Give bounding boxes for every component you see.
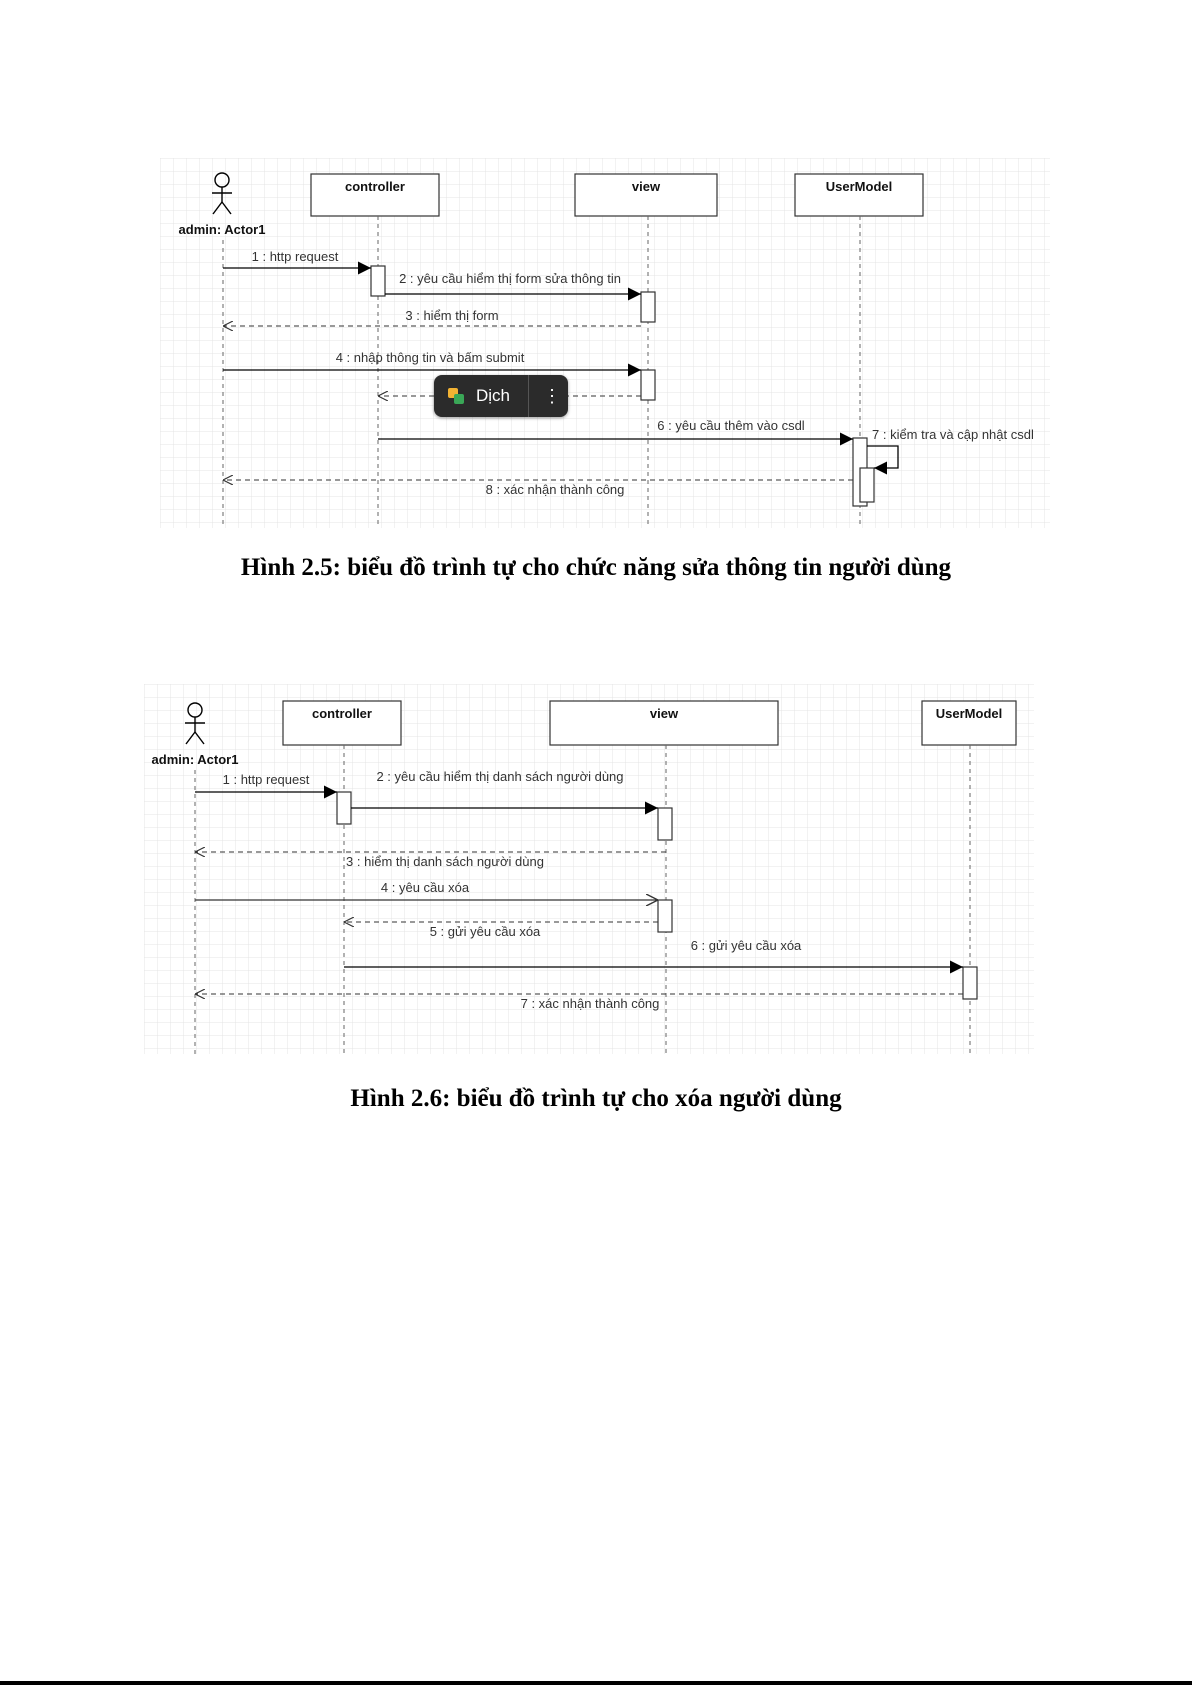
lifeline-label-controller: controller <box>345 179 405 194</box>
lifeline-label-view: view <box>631 179 661 194</box>
lifeline-label-usermodel: UserModel <box>935 706 1003 721</box>
popup-divider <box>528 375 529 417</box>
message-label: 6 : yêu cầu thêm vào csdl <box>657 418 805 433</box>
lifeline-label-usermodel: UserModel <box>825 179 893 194</box>
more-options-icon[interactable]: ⋮ <box>543 386 562 406</box>
message-label: 1 : http request <box>251 249 339 264</box>
translate-button[interactable]: Dịch <box>476 386 511 405</box>
message-label: 1 : http request <box>222 772 310 787</box>
translate-icon <box>448 388 464 404</box>
message-label: 3 : hiểm thị form <box>405 308 499 323</box>
sequence-diagram-edit-user <box>160 158 1050 528</box>
actor-label: admin: Actor1 <box>151 752 239 767</box>
page-bottom-edge <box>0 1681 1192 1685</box>
actor-label: admin: Actor1 <box>178 222 266 237</box>
figure-caption-2-6: Hình 2.6: biểu đồ trình tự cho xóa người dùng <box>350 1085 842 1112</box>
lifeline-label-view: view <box>649 706 679 721</box>
message-label: 4 : nhập thông tin và bấm submit <box>335 350 525 365</box>
message-label: 2 : yêu cầu hiểm thị form sửa thông tin <box>399 271 621 286</box>
figure-caption-2-5: Hình 2.5: biểu đồ trình tự cho chức năng sửa thông tin người dùng <box>240 554 952 581</box>
message-label: 3 : hiểm thị danh sách người dùng <box>346 854 544 869</box>
message-label: 7 : kiểm tra và cập nhật csdl <box>872 427 1034 442</box>
sequence-diagram-delete-user <box>144 684 1034 1054</box>
translate-popup[interactable] <box>434 375 568 417</box>
message-label: 4 : yêu cầu xóa <box>380 880 470 895</box>
lifeline-label-controller: controller <box>312 706 372 721</box>
message-label: 7 : xác nhận thành công <box>520 996 660 1011</box>
message-label: 2 : yêu cầu hiểm thị danh sách người dùng <box>376 769 624 784</box>
message-label: 5 : gửi yêu cầu xóa <box>429 924 541 939</box>
message-label: 8 : xác nhận thành công <box>485 482 625 497</box>
message-label: 6 : gửi yêu cầu xóa <box>690 938 802 953</box>
